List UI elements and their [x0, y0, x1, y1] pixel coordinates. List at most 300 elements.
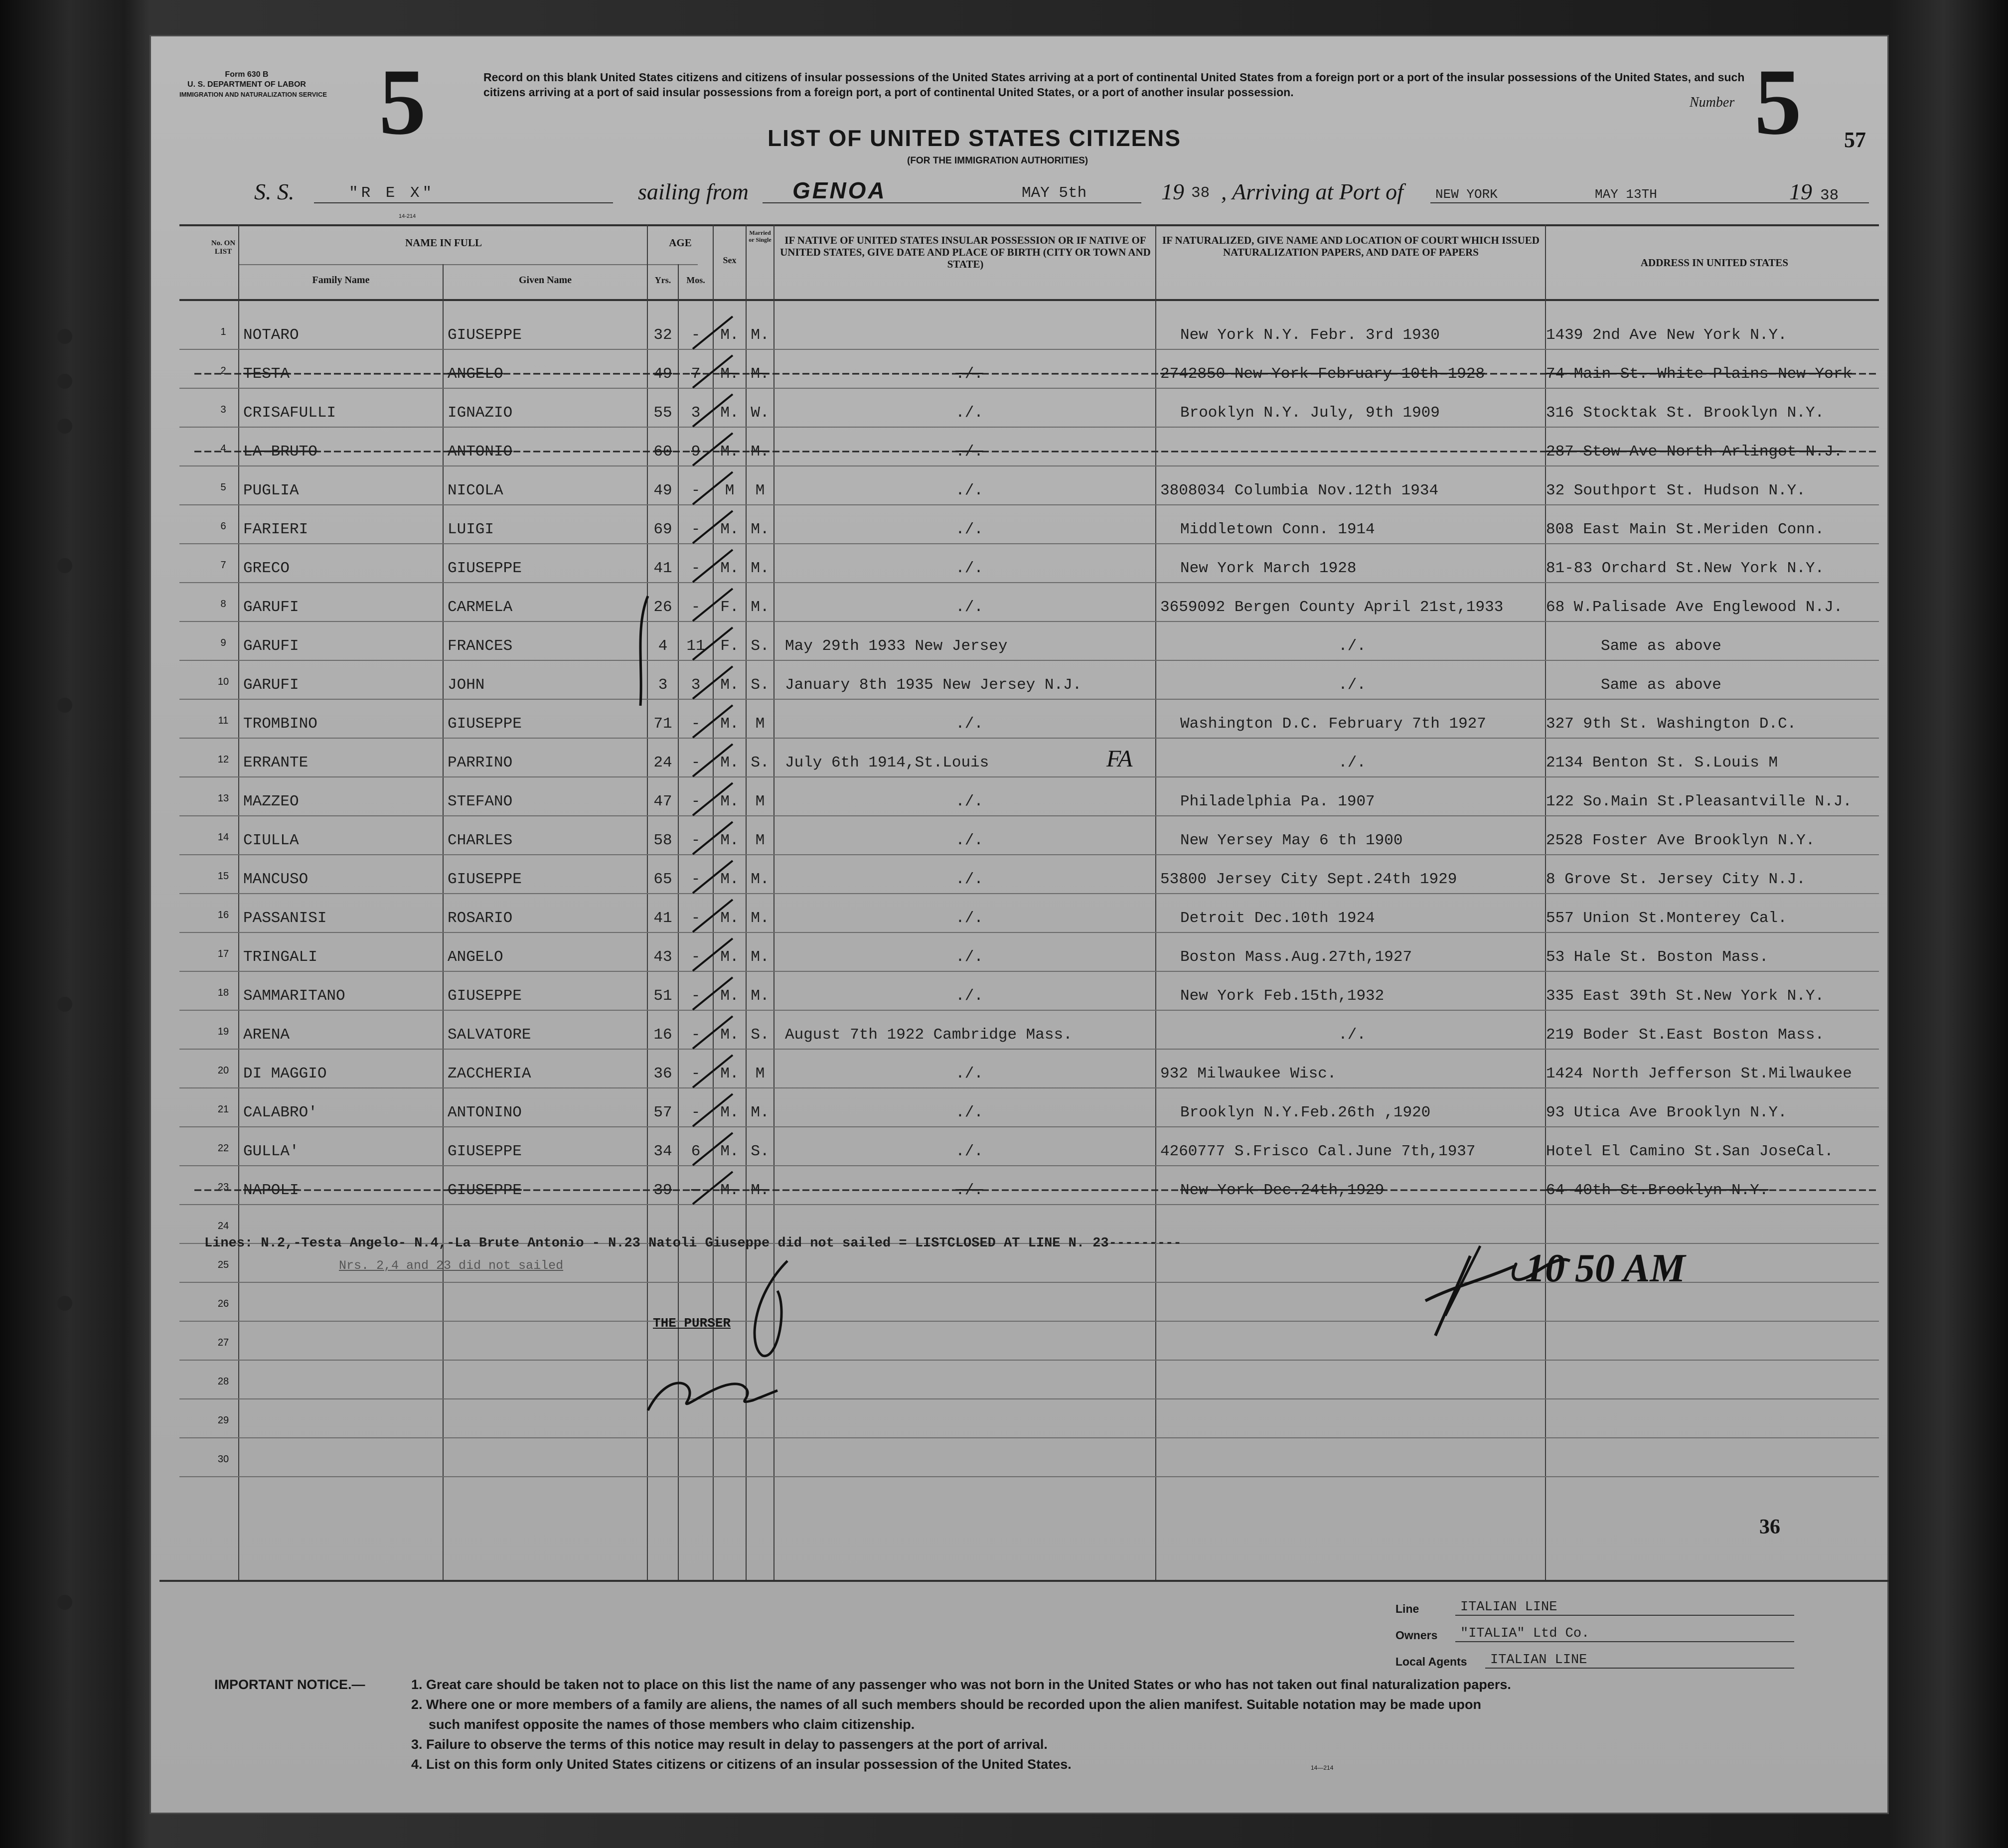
cell-yrs: 69: [653, 521, 672, 538]
check-mark: [693, 977, 733, 1010]
cell-family: GARUFI: [243, 637, 299, 655]
cell-no: 8: [220, 599, 226, 610]
cell-nat: ./.: [1338, 754, 1366, 771]
cell-addr: 8 Grove St. Jersey City N.J.: [1546, 871, 1806, 888]
stamp-number: 57: [1844, 128, 1866, 152]
agents-value: ITALIAN LINE: [1490, 1653, 1587, 1668]
cell-ms: S.: [751, 1026, 770, 1044]
cell-nat: Washington D.C. February 7th 1927: [1180, 715, 1486, 733]
cell-given: PARRINO: [448, 754, 513, 771]
cell-ms: S.: [751, 676, 770, 694]
cell-ms: S.: [751, 1143, 770, 1160]
page-subtitle: (FOR THE IMMIGRATION AUTHORITIES): [907, 155, 1088, 166]
cell-mos: 3: [691, 676, 701, 694]
cell-mos: -: [691, 987, 701, 1005]
binder-hole: [57, 374, 72, 389]
cell-ms: M.: [751, 871, 770, 888]
cell-family: MANCUSO: [243, 871, 309, 888]
cell-nat: 4260777 S.Frisco Cal.June 7th,1937: [1160, 1143, 1476, 1160]
cell-given: GIUSEPPE: [448, 1182, 522, 1199]
check-mark: [693, 744, 733, 776]
cell-no: 13: [217, 793, 229, 804]
ss-label: S. S.: [254, 179, 295, 204]
cell-sex: M.: [720, 365, 739, 383]
cell-nat: Brooklyn N.Y. July, 9th 1909: [1180, 404, 1440, 422]
cell-addr: 1424 North Jefferson St.Milwaukee: [1546, 1065, 1852, 1082]
cell-given: ANTONIO: [448, 443, 513, 461]
cell-birth: January 8th 1935 New Jersey N.J.: [785, 676, 1082, 694]
cell-no: 19: [217, 1026, 229, 1037]
notice-item-3: 3. Failure to observe the terms of this notice may result in delay to passengers at the port of arrival.: [411, 1737, 1048, 1752]
cell-family: ARENA: [243, 1026, 290, 1044]
cell-addr: 32 Southport St. Hudson N.Y.: [1546, 482, 1806, 499]
cell-addr: 53 Hale St. Boston Mass.: [1546, 948, 1769, 966]
cell-mos: -: [691, 871, 701, 888]
col-header-married: Married or Single: [749, 229, 772, 243]
cell-family: PUGLIA: [243, 482, 299, 499]
cell-sex: M.: [720, 1143, 739, 1160]
check-mark: [693, 1172, 733, 1204]
cell-mos: 6: [691, 1143, 701, 1160]
check-mark: [693, 550, 733, 582]
check-mark: [693, 589, 733, 621]
check-mark: [693, 1055, 733, 1087]
footer-code: 14—214: [1311, 1764, 1334, 1771]
family-bracket: [640, 596, 648, 706]
port-to: NEW YORK: [1435, 187, 1498, 202]
cell-no: 20: [217, 1065, 229, 1076]
cell-addr: Hotel El Camino St.San JoseCal.: [1546, 1143, 1834, 1160]
cell-family: TRINGALI: [243, 948, 317, 966]
cell-no: 21: [217, 1104, 229, 1115]
cell-yrs: 26: [653, 599, 672, 616]
year-prefix-from: 19: [1161, 179, 1184, 204]
cell-nat: Boston Mass.Aug.27th,1927: [1180, 948, 1412, 966]
cell-mos: 9: [691, 443, 701, 461]
cell-sex: M.: [720, 948, 739, 966]
cell-nat: New York March 1928: [1180, 560, 1357, 577]
cell-mos: -: [691, 482, 701, 499]
col-header-mos: Mos.: [686, 275, 705, 285]
cell-birth: ./.: [955, 1143, 983, 1160]
empty-row-number: 25: [217, 1259, 229, 1270]
cell-yrs: 49: [653, 365, 672, 383]
small-code: 14-214: [399, 213, 416, 219]
manifest-page: [150, 35, 1889, 1814]
cell-no: 1: [220, 326, 226, 337]
intro-text: Record on this blank United States citizens and citizens of insular possessions of the United States arriving at a port of continental United States from a foreign port or a port of the insular possessions of the United States, and such citizens arriving at a port of said insular possessions from a foreign port, a port of continental United States, or a port of another insular possession.: [483, 71, 1745, 99]
cell-yrs: 16: [653, 1026, 672, 1044]
list-number-right: 5: [1754, 50, 1802, 154]
department: U. S. DEPARTMENT OF LABOR: [187, 80, 306, 89]
cell-addr: 316 Stocktak St. Brooklyn N.Y.: [1546, 404, 1825, 422]
empty-row-number: 26: [217, 1298, 229, 1309]
cell-birth: ./.: [955, 443, 983, 461]
check-mark: [693, 938, 733, 971]
cell-birth: May 29th 1933 New Jersey: [785, 637, 1008, 655]
cell-addr: 64 40th St.Brooklyn N.Y.: [1546, 1182, 1769, 1199]
check-mark: [693, 394, 733, 427]
col-header-birth: IF NATIVE OF UNITED STATES INSULAR POSSESSION OR IF NATIVE OF UNITED STATES, GIVE DATE AND PLACE OF BIRTH (CITY OR TOWN AND STATE): [780, 234, 1151, 270]
check-mark: [693, 1016, 733, 1049]
cell-given: GIUSEPPE: [448, 715, 522, 733]
cell-given: NICOLA: [448, 482, 503, 499]
cell-nat: Middletown Conn. 1914: [1180, 521, 1375, 538]
pen-marks-overlay: [150, 35, 1889, 1580]
cell-sex: M.: [720, 1182, 739, 1199]
cell-mos: -: [691, 1026, 701, 1044]
cell-mos: -: [691, 1065, 701, 1082]
cell-no: 4: [220, 443, 226, 454]
cell-yrs: 39: [653, 1182, 672, 1199]
cell-birth: ./.: [955, 910, 983, 927]
check-mark: [693, 783, 733, 815]
cell-no: 18: [217, 987, 229, 998]
cell-mos: -: [691, 715, 701, 733]
empty-row-number: 24: [217, 1221, 229, 1232]
cell-ms: M.: [751, 948, 770, 966]
cell-given: LUIGI: [448, 521, 494, 538]
cell-ms: M: [755, 1065, 765, 1082]
notice-item-2: 2. Where one or more members of a family are aliens, the names of all such members should be recorded upon the alien manifest. Suitable notation may be made upon: [411, 1697, 1482, 1712]
cell-given: STEFANO: [448, 793, 513, 810]
cell-sex: M.: [720, 793, 739, 810]
notice-item-4: 4. List on this form only United States citizens or citizens of an insular possession of the United States.: [411, 1757, 1072, 1772]
col-header-given: Given Name: [518, 275, 572, 286]
col-header-sex: Sex: [723, 255, 737, 265]
closing-remark: Lines: N.2,-Testa Angelo- N.4,-La Brute Antonio - N.23 Natoli Giuseppe did not sailed = LISTCLOSED AT LINE N. 23---------: [204, 1236, 1182, 1251]
binder-hole: [57, 1296, 72, 1311]
cell-nat: 3659092 Bergen County April 21st,1933: [1160, 599, 1504, 616]
cell-given: SALVATORE: [448, 1026, 531, 1044]
cell-sex: M.: [720, 715, 739, 733]
port-from: GENOA: [792, 177, 887, 203]
cell-yrs: 36: [653, 1065, 672, 1082]
date-to: MAY 13TH: [1595, 187, 1657, 202]
cell-yrs: 57: [653, 1104, 672, 1121]
cell-birth: July 6th 1914,St.Louis: [785, 754, 989, 771]
ship-name: "R E X": [349, 184, 435, 202]
binder-hole: [57, 997, 72, 1012]
cell-family: CALABRO': [243, 1104, 317, 1121]
col-header-address: ADDRESS IN UNITED STATES: [1640, 257, 1789, 269]
cell-ms: S.: [751, 637, 770, 655]
service-name: IMMIGRATION AND NATURALIZATION SERVICE: [179, 91, 327, 98]
sailing-from-label: sailing from: [638, 179, 749, 204]
cell-birth: ./.: [955, 1182, 983, 1199]
cell-birth: ./.: [955, 365, 983, 383]
page-title: LIST OF UNITED STATES CITIZENS: [768, 125, 1182, 151]
binder-hole: [57, 698, 72, 713]
empty-row-number: 28: [217, 1376, 229, 1387]
cell-family: GRECO: [243, 560, 290, 577]
cell-ms: M.: [751, 1182, 770, 1199]
page-number: 36: [1759, 1516, 1780, 1539]
cell-sex: M: [725, 482, 735, 499]
empty-row-number: 30: [217, 1454, 229, 1465]
cell-mos: -: [691, 948, 701, 966]
cell-family: NOTARO: [243, 326, 299, 344]
cell-no: 15: [217, 871, 229, 882]
cell-given: GIUSEPPE: [448, 871, 522, 888]
col-header-family: Family Name: [312, 275, 370, 286]
col-header-name: NAME IN FULL: [405, 237, 482, 249]
check-mark: [693, 472, 733, 504]
check-mark: [693, 861, 733, 893]
check-mark: [693, 900, 733, 932]
purser-label: THE PURSER: [653, 1316, 731, 1331]
cell-yrs: 49: [653, 482, 672, 499]
check-mark: [693, 316, 733, 349]
cell-addr: 327 9th St. Washington D.C.: [1546, 715, 1797, 733]
cell-nat: ./.: [1338, 676, 1366, 694]
cell-birth: ./.: [955, 871, 983, 888]
cell-yrs: 58: [653, 832, 672, 849]
cell-sex: M.: [720, 443, 739, 461]
cell-nat: Brooklyn N.Y.Feb.26th ,1920: [1180, 1104, 1431, 1121]
owners-label: Owners: [1395, 1629, 1438, 1642]
cell-given: FRANCES: [448, 637, 513, 655]
cell-ms: M.: [751, 365, 770, 383]
cell-nat: 932 Milwaukee Wisc.: [1160, 1065, 1337, 1082]
cell-no: 7: [220, 560, 226, 571]
cell-mos: -: [691, 560, 701, 577]
cell-nat: New York N.Y. Febr. 3rd 1930: [1180, 326, 1440, 344]
cell-yrs: 55: [653, 404, 672, 422]
cell-birth: ./.: [955, 599, 983, 616]
cell-addr: 93 Utica Ave Brooklyn N.Y.: [1546, 1104, 1787, 1121]
cell-given: GIUSEPPE: [448, 560, 522, 577]
cell-ms: M.: [751, 987, 770, 1005]
cell-addr: 122 So.Main St.Pleasantville N.J.: [1546, 793, 1852, 810]
cell-sex: M.: [720, 1026, 739, 1044]
cell-ms: M: [755, 715, 765, 733]
cell-nat: 2742850 New York February 10th 1928: [1160, 365, 1485, 383]
check-mark: [693, 511, 733, 543]
cell-birth: ./.: [955, 1065, 983, 1082]
cell-no: 12: [217, 754, 229, 765]
cell-no: 5: [220, 482, 226, 493]
cell-sex: M.: [720, 560, 739, 577]
cell-no: 23: [217, 1182, 229, 1193]
cell-mos: -: [691, 599, 701, 616]
cell-addr: 219 Boder St.East Boston Mass.: [1546, 1026, 1825, 1044]
cell-yrs: 34: [653, 1143, 672, 1160]
cell-ms: M.: [751, 599, 770, 616]
cell-mos: -: [691, 1104, 701, 1121]
time-stamp: 10 50 AM: [1525, 1246, 1686, 1290]
cell-yrs: 3: [658, 676, 668, 694]
cell-mos: -: [691, 754, 701, 771]
cell-addr: 557 Union St.Monterey Cal.: [1546, 910, 1787, 927]
cell-sex: F.: [720, 599, 739, 616]
cell-no: 22: [217, 1143, 229, 1154]
cell-no: 10: [217, 676, 229, 687]
check-mark: [693, 433, 733, 465]
col-header-no: No. ON LIST: [211, 239, 236, 256]
cell-nat: 3808034 Columbia Nov.12th 1934: [1160, 482, 1439, 499]
check-mark: [693, 355, 733, 388]
cell-addr: 335 East 39th St.New York N.Y.: [1546, 987, 1825, 1005]
binder-hole: [57, 329, 72, 344]
check-mark: [693, 822, 733, 854]
table-bottom-rule: [159, 1580, 1889, 1582]
cell-no: 6: [220, 521, 226, 532]
not-sailed-remark: Nrs. 2,4 and 23 did not sailed: [339, 1258, 564, 1273]
check-mark: [693, 1094, 733, 1126]
cell-family: FARIERI: [243, 521, 309, 538]
cell-no: 11: [218, 715, 229, 726]
cell-mos: -: [691, 910, 701, 927]
cell-ms: M: [755, 793, 765, 810]
cell-no: 3: [220, 404, 226, 415]
cell-yrs: 32: [653, 326, 672, 344]
cell-ms: M.: [751, 521, 770, 538]
cell-sex: M.: [720, 404, 739, 422]
cell-family: TESTA: [243, 365, 290, 383]
list-number-left: 5: [379, 50, 426, 154]
cell-given: JOHN: [448, 676, 485, 694]
cell-yrs: 43: [653, 948, 672, 966]
cell-ms: W.: [751, 404, 770, 422]
year-to: 38: [1820, 187, 1839, 204]
cell-family: SAMMARITANO: [243, 987, 345, 1005]
cell-birth: ./.: [955, 404, 983, 422]
date-from: MAY 5th: [1022, 184, 1087, 202]
cell-nat: ./.: [1338, 1026, 1366, 1044]
cell-family: MAZZEO: [243, 793, 299, 810]
cell-nat: Detroit Dec.10th 1924: [1180, 910, 1375, 927]
cell-yrs: 51: [653, 987, 672, 1005]
cell-given: CARMELA: [448, 599, 513, 616]
line-value: ITALIAN LINE: [1460, 1600, 1557, 1615]
cell-addr: 287 Stow Ave North Arlingot N.J.: [1546, 443, 1843, 461]
cell-birth: ./.: [955, 987, 983, 1005]
cell-birth: ./.: [955, 521, 983, 538]
notice-item-2-cont: such manifest opposite the names of those members who claim citizenship.: [429, 1717, 915, 1732]
cell-family: GARUFI: [243, 599, 299, 616]
cell-nat: New York Feb.15th,1932: [1180, 987, 1385, 1005]
col-header-age: AGE: [669, 237, 692, 249]
cell-mos: -: [691, 832, 701, 849]
arriving-label: , Arriving at Port of: [1221, 179, 1403, 204]
owners-value: "ITALIA" Ltd Co.: [1460, 1626, 1590, 1641]
cell-addr: Same as above: [1601, 676, 1721, 694]
cell-addr: 2134 Benton St. S.Louis M: [1546, 754, 1778, 771]
cell-given: GIUSEPPE: [448, 1143, 522, 1160]
notice-heading: IMPORTANT NOTICE.—: [214, 1677, 365, 1692]
cell-family: CRISAFULLI: [243, 404, 336, 422]
cell-nat: Philadelphia Pa. 1907: [1180, 793, 1375, 810]
cell-ms: M.: [751, 326, 770, 344]
cell-given: IGNAZIO: [448, 404, 513, 422]
cell-birth: ./.: [955, 560, 983, 577]
cell-addr: Same as above: [1601, 637, 1721, 655]
cell-sex: M.: [720, 987, 739, 1005]
cell-sex: M.: [720, 676, 739, 694]
cell-addr: 81-83 Orchard St.New York N.Y.: [1546, 560, 1825, 577]
cell-ms: M.: [751, 910, 770, 927]
year-prefix-to: 19: [1789, 179, 1812, 204]
cell-yrs: 41: [653, 560, 672, 577]
cell-yrs: 24: [653, 754, 672, 771]
cell-mos: -: [691, 793, 701, 810]
col-header-naturalized: IF NATURALIZED, GIVE NAME AND LOCATION OF COURT WHICH ISSUED NATURALIZATION PAPERS, AND DATE OF PAPERS: [1162, 234, 1540, 258]
cell-family: TROMBINO: [243, 715, 317, 733]
cell-mos: 3: [691, 404, 701, 422]
cell-ms: S.: [751, 754, 770, 771]
cell-addr: 2528 Foster Ave Brooklyn N.Y.: [1546, 832, 1815, 849]
cell-given: GIUSEPPE: [448, 987, 522, 1005]
year-from: 38: [1191, 184, 1210, 202]
cell-sex: M.: [720, 910, 739, 927]
cell-nat: New Yersey May 6 th 1900: [1180, 832, 1403, 849]
cell-given: ANGELO: [448, 948, 503, 966]
agents-label: Local Agents: [1395, 1655, 1467, 1668]
cell-yrs: 41: [653, 910, 672, 927]
cell-yrs: 4: [658, 637, 668, 655]
cell-given: CHARLES: [448, 832, 513, 849]
cell-mos: 11: [686, 637, 705, 655]
cell-family: GULLA': [243, 1143, 299, 1160]
cell-birth: ./.: [955, 793, 983, 810]
binder-hole: [57, 1595, 72, 1610]
cell-sex: M.: [720, 754, 739, 771]
cell-addr: 68 W.Palisade Ave Englewood N.J.: [1546, 599, 1843, 616]
cell-nat: New York Dec.24th,1929: [1180, 1182, 1385, 1199]
cell-given: ANGELO: [448, 365, 503, 383]
cell-family: NAPOLI: [243, 1182, 299, 1199]
cell-birth: ./.: [955, 832, 983, 849]
empty-row-number: 27: [217, 1337, 229, 1348]
col-header-yrs: Yrs.: [654, 275, 671, 285]
cell-family: ERRANTE: [243, 754, 309, 771]
cell-no: 17: [217, 948, 229, 959]
cell-sex: M.: [720, 1065, 739, 1082]
cell-ms: M: [755, 482, 765, 499]
cell-sex: M.: [720, 832, 739, 849]
cell-nat: ./.: [1338, 637, 1366, 655]
cell-given: ANTONINO: [448, 1104, 522, 1121]
notice-item-1: 1. Great care should be taken not to place on this list the name of any passenger who was not born in the United States or who has not taken out final naturalization papers.: [411, 1677, 1511, 1692]
cell-addr: 1439 2nd Ave New York N.Y.: [1546, 326, 1787, 344]
cell-addr: 808 East Main St.Meriden Conn.: [1546, 521, 1825, 538]
cell-mos: -: [691, 521, 701, 538]
cell-yrs: 60: [653, 443, 672, 461]
cell-family: LA BRUTO: [243, 443, 317, 461]
cell-mos: -: [691, 1182, 701, 1199]
cell-nat: 53800 Jersey City Sept.24th 1929: [1160, 871, 1457, 888]
cell-addr: 74 Main St. White Plains New York: [1546, 365, 1852, 383]
cell-given: GIUSEPPE: [448, 326, 522, 344]
check-mark: [693, 705, 733, 738]
cell-sex: M.: [720, 871, 739, 888]
cell-yrs: 71: [653, 715, 672, 733]
cell-ms: M.: [751, 1104, 770, 1121]
cell-mos: 7: [691, 365, 701, 383]
cell-yrs: 65: [653, 871, 672, 888]
cell-ms: M: [755, 832, 765, 849]
cell-birth: ./.: [955, 948, 983, 966]
cell-no: 2: [220, 365, 226, 376]
cell-birth: August 7th 1922 Cambridge Mass.: [785, 1026, 1073, 1044]
cell-birth: ./.: [955, 482, 983, 499]
line-label: Line: [1395, 1602, 1419, 1615]
cell-family: CIULLA: [243, 832, 299, 849]
cell-given: ZACCHERIA: [448, 1065, 531, 1082]
cell-sex: F.: [720, 637, 739, 655]
cell-family: PASSANISI: [243, 910, 327, 927]
